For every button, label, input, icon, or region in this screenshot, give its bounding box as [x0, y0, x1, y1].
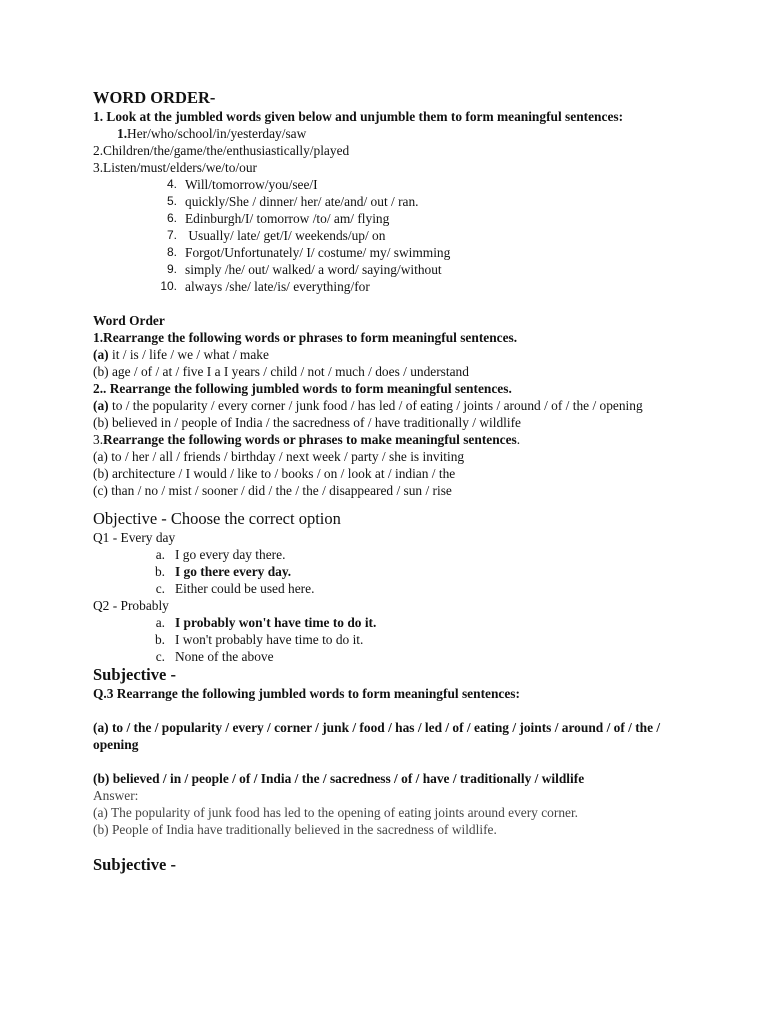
s2-q2-a-text: to / the popularity / every corner / junk food / has led / of eating / joints / around / of / the / opening	[108, 398, 643, 413]
s2-q3-b: (b) architecture / I would / like to / books / on / look at / indian / the	[93, 466, 456, 481]
q3-a: (a) to / the / popularity / every / corner / junk / food / has / led / of / eating / joints / around / of / the / opening	[93, 720, 661, 752]
q2-options	[93, 614, 693, 665]
option-text: I go every day there.	[175, 547, 286, 562]
spacer	[93, 753, 693, 770]
s2-q3-c: (c) than / no / mist / sooner / did / the / the / disappeared / sun / rise	[93, 483, 452, 498]
list-item	[93, 227, 693, 244]
q2-option-c	[93, 648, 693, 665]
spacer	[93, 295, 693, 312]
option-letter: c.	[155, 581, 165, 596]
list-item-text: Edinburgh/I/ tomorrow /to/ am/ flying	[185, 211, 390, 226]
document-page	[93, 88, 693, 875]
subjective-title-2: Subjective -	[93, 855, 176, 874]
list-item-text: always /she/ late/is/ everything/for	[185, 279, 370, 294]
q2-option-a	[93, 614, 693, 631]
list-item-text: Forgot/Unfortunately/ I/ costume/ my/ swimming	[185, 245, 451, 260]
subjective-title: Subjective -	[93, 665, 176, 684]
s2-q1-a-label: (a)	[93, 347, 109, 362]
list-item	[93, 193, 693, 210]
list-item	[93, 244, 693, 261]
option-letter: b.	[154, 564, 165, 579]
q2-option-b	[93, 631, 693, 648]
list-item-number: 5.	[166, 194, 177, 208]
option-letter: c.	[155, 649, 165, 664]
answer-label: Answer:	[93, 788, 139, 803]
q1-option-c	[93, 580, 693, 597]
s2-q1-heading: 1.Rearrange the following words or phrases to form meaningful sentences.	[93, 330, 518, 345]
list-item	[93, 278, 693, 295]
s2-q2-heading: 2.. Rearrange the following jumbled words to form meaningful sentences.	[93, 381, 512, 396]
list-item-number: 10.	[160, 279, 177, 293]
q3-b: (b) believed / in / people / of / India / the / sacredness / of / have / traditionally / wildlife	[93, 771, 585, 786]
s1-item-2: 2.Children/the/game/the/enthusiastically/played	[93, 143, 350, 158]
section1-instruction: 1. Look at the jumbled words given below and unjumble them to form meaningful sentences:	[93, 109, 624, 124]
list-item	[93, 261, 693, 278]
q2-label: Q2 - Probably	[93, 598, 169, 613]
s1-item-1-number: 1.	[117, 126, 128, 141]
list-item-number: 4.	[166, 177, 177, 191]
section2-title: Word Order	[93, 313, 165, 328]
option-text: I won't probably have time to do it.	[175, 632, 364, 647]
list-item-text: simply /he/ out/ walked/ a word/ saying/without	[185, 262, 442, 277]
s2-q3-period: .	[516, 432, 521, 447]
list-item-number: 7.	[166, 228, 177, 242]
spacer	[93, 702, 693, 719]
option-letter: b.	[154, 632, 165, 647]
s1-item-1-text: Her/who/school/in/yesterday/saw	[127, 126, 307, 141]
list-item-text: Usually/ late/ get/I/ weekends/up/ on	[185, 228, 386, 243]
option-text: Either could be used here.	[175, 581, 315, 596]
q1-label: Q1 - Every day	[93, 530, 176, 545]
list-item	[93, 176, 693, 193]
list-item-text: Will/tomorrow/you/see/I	[185, 177, 318, 192]
spacer	[93, 838, 693, 855]
option-text: I go there every day.	[175, 564, 292, 579]
s2-q3-number: 3.	[93, 432, 104, 447]
list-item-number: 9.	[166, 262, 177, 276]
option-letter: a.	[155, 547, 165, 562]
option-letter: a.	[155, 615, 165, 630]
s2-q3-heading-line	[93, 431, 693, 448]
s2-q2-a-label: (a)	[93, 398, 109, 413]
s1-numbered-list	[93, 176, 693, 295]
s2-q1-b: (b) age / of / at / five I a I years / child / not / much / does / understand	[93, 364, 469, 379]
q1-options	[93, 546, 693, 597]
objective-title: Objective - Choose the correct option	[93, 509, 341, 528]
answer-b: (b) People of India have traditionally believed in the sacredness of wildlife.	[93, 822, 497, 837]
q1-option-b	[93, 563, 693, 580]
s2-q1-a	[93, 346, 693, 363]
s2-q1-a-text: it / is / life / we / what / make	[108, 347, 269, 362]
s2-q2-b: (b) believed in / people of India / the sacredness of / have traditionally / wildlife	[93, 415, 521, 430]
option-text: None of the above	[175, 649, 274, 664]
list-item-number: 6.	[166, 211, 177, 225]
answer-a: (a) The popularity of junk food has led to the opening of eating joints around every corner.	[93, 805, 579, 820]
s2-q3-a: (a) to / her / all / friends / birthday / next week / party / she is inviting	[93, 449, 465, 464]
list-item	[93, 210, 693, 227]
s2-q3-heading: Rearrange the following words or phrases to make meaningful sentences	[103, 432, 517, 447]
q3-heading: Q.3 Rearrange the following jumbled words to form meaningful sentences:	[93, 686, 520, 701]
s1-item-1	[93, 125, 693, 142]
q1-option-a	[93, 546, 693, 563]
option-text: I probably won't have time to do it.	[175, 615, 377, 630]
s1-item-3: 3.Listen/must/elders/we/to/our	[93, 160, 258, 175]
spacer	[93, 499, 693, 509]
list-item-text: quickly/She / dinner/ her/ ate/and/ out / ran.	[185, 194, 419, 209]
list-item-number: 8.	[166, 245, 177, 259]
doc-title: WORD ORDER-	[93, 88, 216, 107]
s2-q2-a	[93, 397, 693, 414]
